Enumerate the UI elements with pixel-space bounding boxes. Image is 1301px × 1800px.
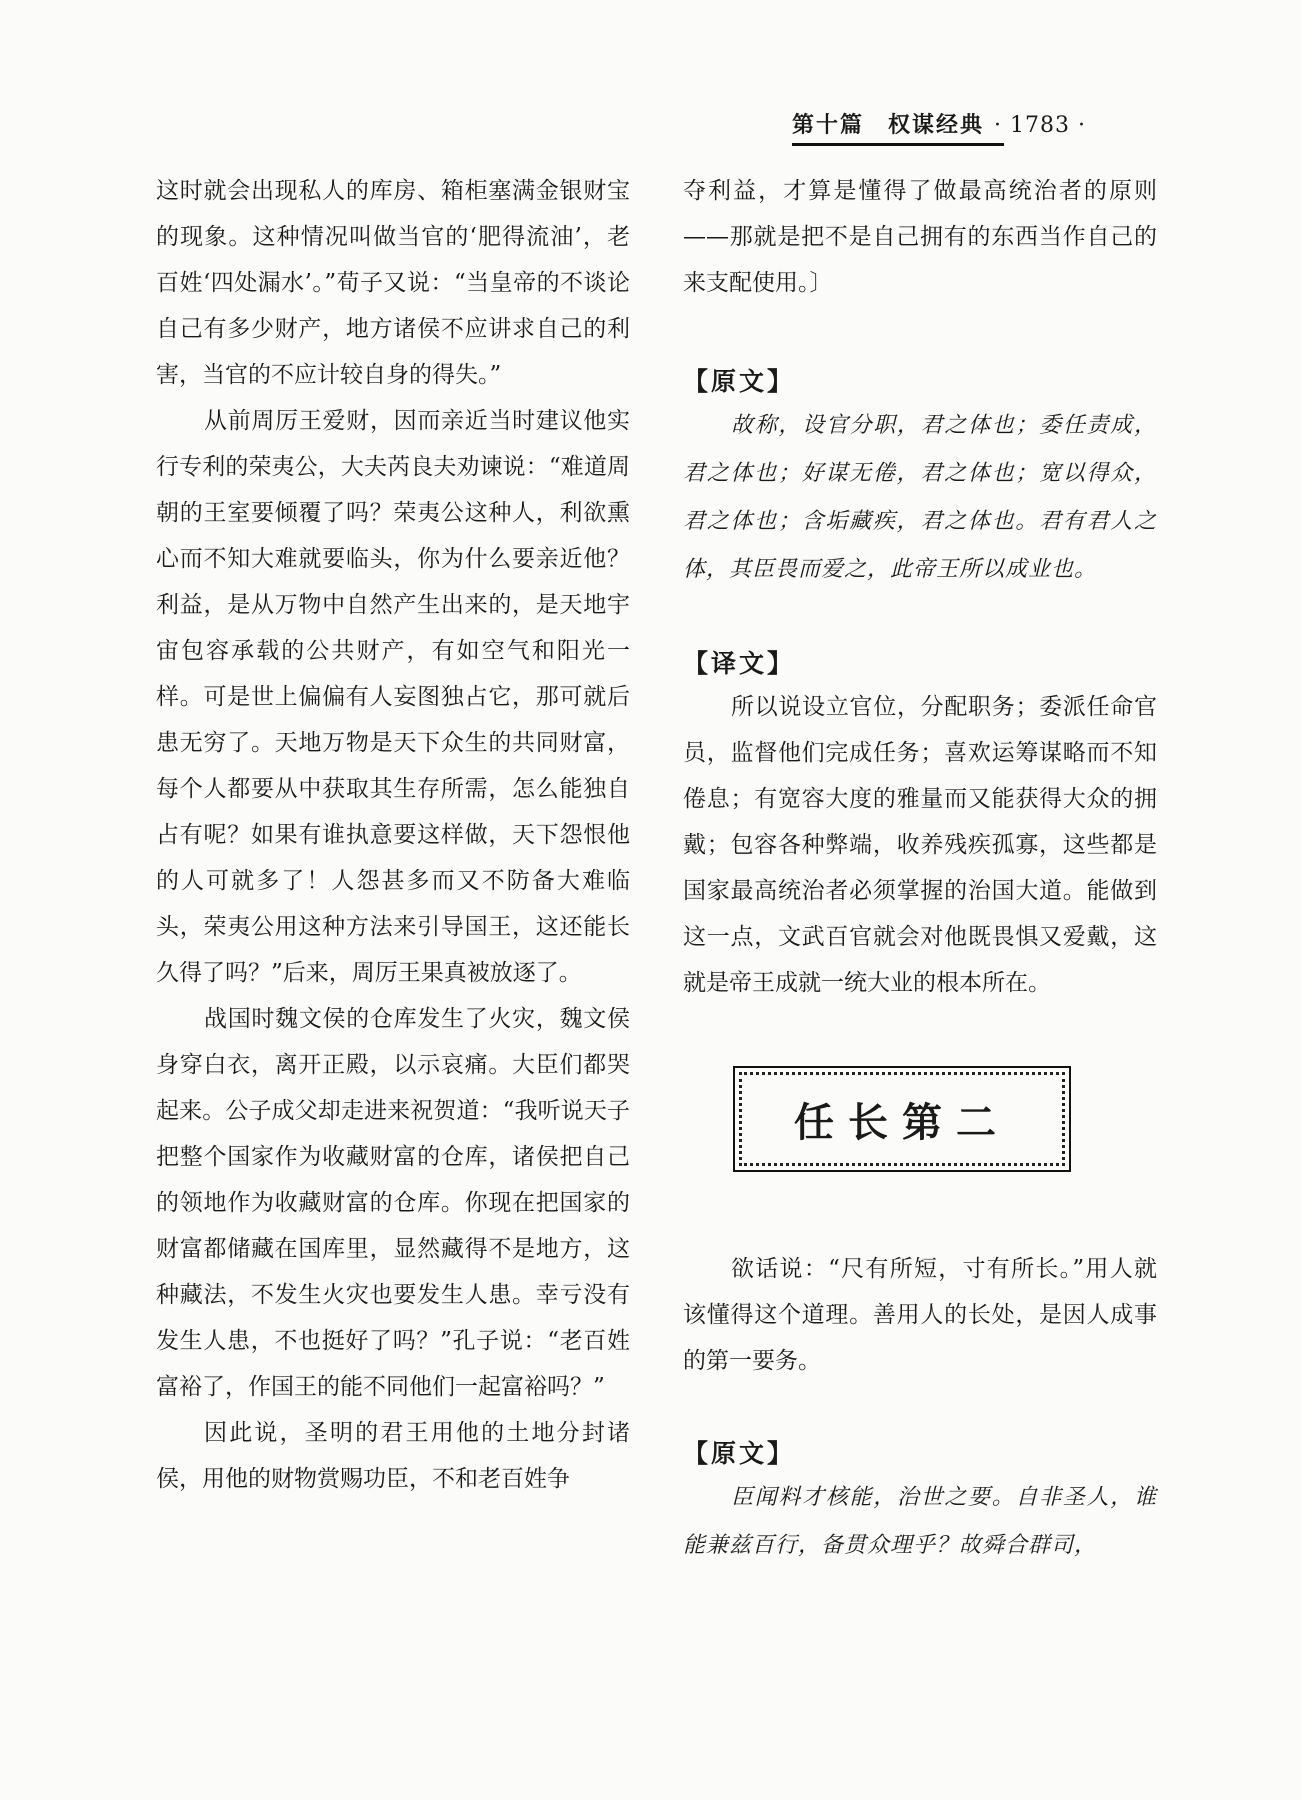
page-number: · 1783 · <box>994 113 1086 138</box>
section-heading-original: 【原文】 <box>683 367 796 396</box>
original-text-block-2 <box>683 1474 1157 1570</box>
section-heading-translation: 【译文】 <box>683 649 796 678</box>
chapter-title-box <box>733 1066 1071 1172</box>
running-header <box>792 110 1122 146</box>
paragraph-continued-right: 夺利益，才算是懂得了做最高统治者的原则——那就是把不是自己拥有的东西当作自己的来支配使用。〕 <box>683 178 1157 296</box>
section-heading-original-2: 【原文】 <box>683 1439 796 1468</box>
paragraph-wei-wen-hou: 战国时魏文侯的仓库发生了火灾，魏文侯身穿白衣，离开正殿，以示哀痛。大臣们都哭起来。公子成父却走进来祝贺道：“我听说天子把整个国家作为收藏财富的仓库，诸侯把自己的领地作为收藏财富的仓库。你现在把国家的财富都储藏在国库里，显然藏得不是地方，这种藏法，不发生火灾也要发生人患。幸亏没有发生人患，不也挺好了吗？”孔子说：“老百姓富裕了，作国王的能不同他们一起富裕吗？” <box>156 1006 630 1400</box>
chapter-title: 第十篇 权谋经典 <box>792 112 985 138</box>
header-underline <box>792 143 1004 146</box>
right-column <box>683 168 1157 1570</box>
intro-text: 欲话说：“尺有所短，寸有所长。”用人就该懂得这个道理。善用人的长处，是因人成事的第一要务。 <box>683 1256 1157 1374</box>
left-column <box>156 168 630 1502</box>
original-text-2: 臣闻料才核能，治世之要。自非圣人，谁能兼兹百行，备贯众理乎？故舜合群司， <box>683 1485 1157 1558</box>
translation-text: 所以说设立官位，分配职务；委派任命官员，监督他们完成任务；喜欢运筹谋略而不知倦息；有宽容大度的雅量而又能获得大众的拥戴；包容各种弊端，收养残疾孤寡，这些都是国家最高统治者必须掌握的治国大道。能做到这一点，文武百官就会对他既畏惧又爱戴，这就是帝王成就一统大业的根本所在。 <box>683 694 1157 996</box>
paragraph-continued: 这时就会出现私人的库房、箱柜塞满金银财宝的现象。这种情况叫做当官的‘肥得流油’，老百姓‘四处漏水’。”荀子又说：“当皇帝的不谈论自己有多少财产，地方诸侯不应讲求自己的利害，当官的不应计较自身的得失。” <box>156 178 630 388</box>
chapter-title-text: 任长第二 <box>794 1099 1010 1146</box>
paragraph-zhou-li-wang: 从前周厉王爱财，因而亲近当时建议他实行专利的荣夷公，大夫芮良夫劝谏说：“难道周朝的王室要倾覆了吗？荣夷公这种人，利欲熏心而不知大难就要临头，你为什么要亲近他？利益，是从万物中自然产生出来的，是天地宇宙包容承载的公共财产，有如空气和阳光一样。可是世上偏偏有人妄图独占它，那可就后患无穷了。天地万物是天下众生的共同财富，每个人都要从中获取其生存所需，怎么能独自占有呢？如果有谁执意要这样做，天下怨恨他的人可就多了！人怨甚多而又不防备大难临头，荣夷公用这种方法来引导国王，这还能长久得了吗？”后来，周厉王果真被放逐了。 <box>156 408 630 986</box>
original-text: 故称，设官分职，君之体也；委任责成，君之体也；好谋无倦，君之体也；宽以得众，君之体也；含垢藏疾，君之体也。君有君人之体，其臣畏而爱之，此帝王所以成业也。 <box>683 413 1157 582</box>
paragraph-conclusion: 因此说，圣明的君王用他的土地分封诸侯，用他的财物赏赐功臣，不和老百姓争 <box>156 1420 630 1492</box>
original-text-block <box>683 402 1157 594</box>
